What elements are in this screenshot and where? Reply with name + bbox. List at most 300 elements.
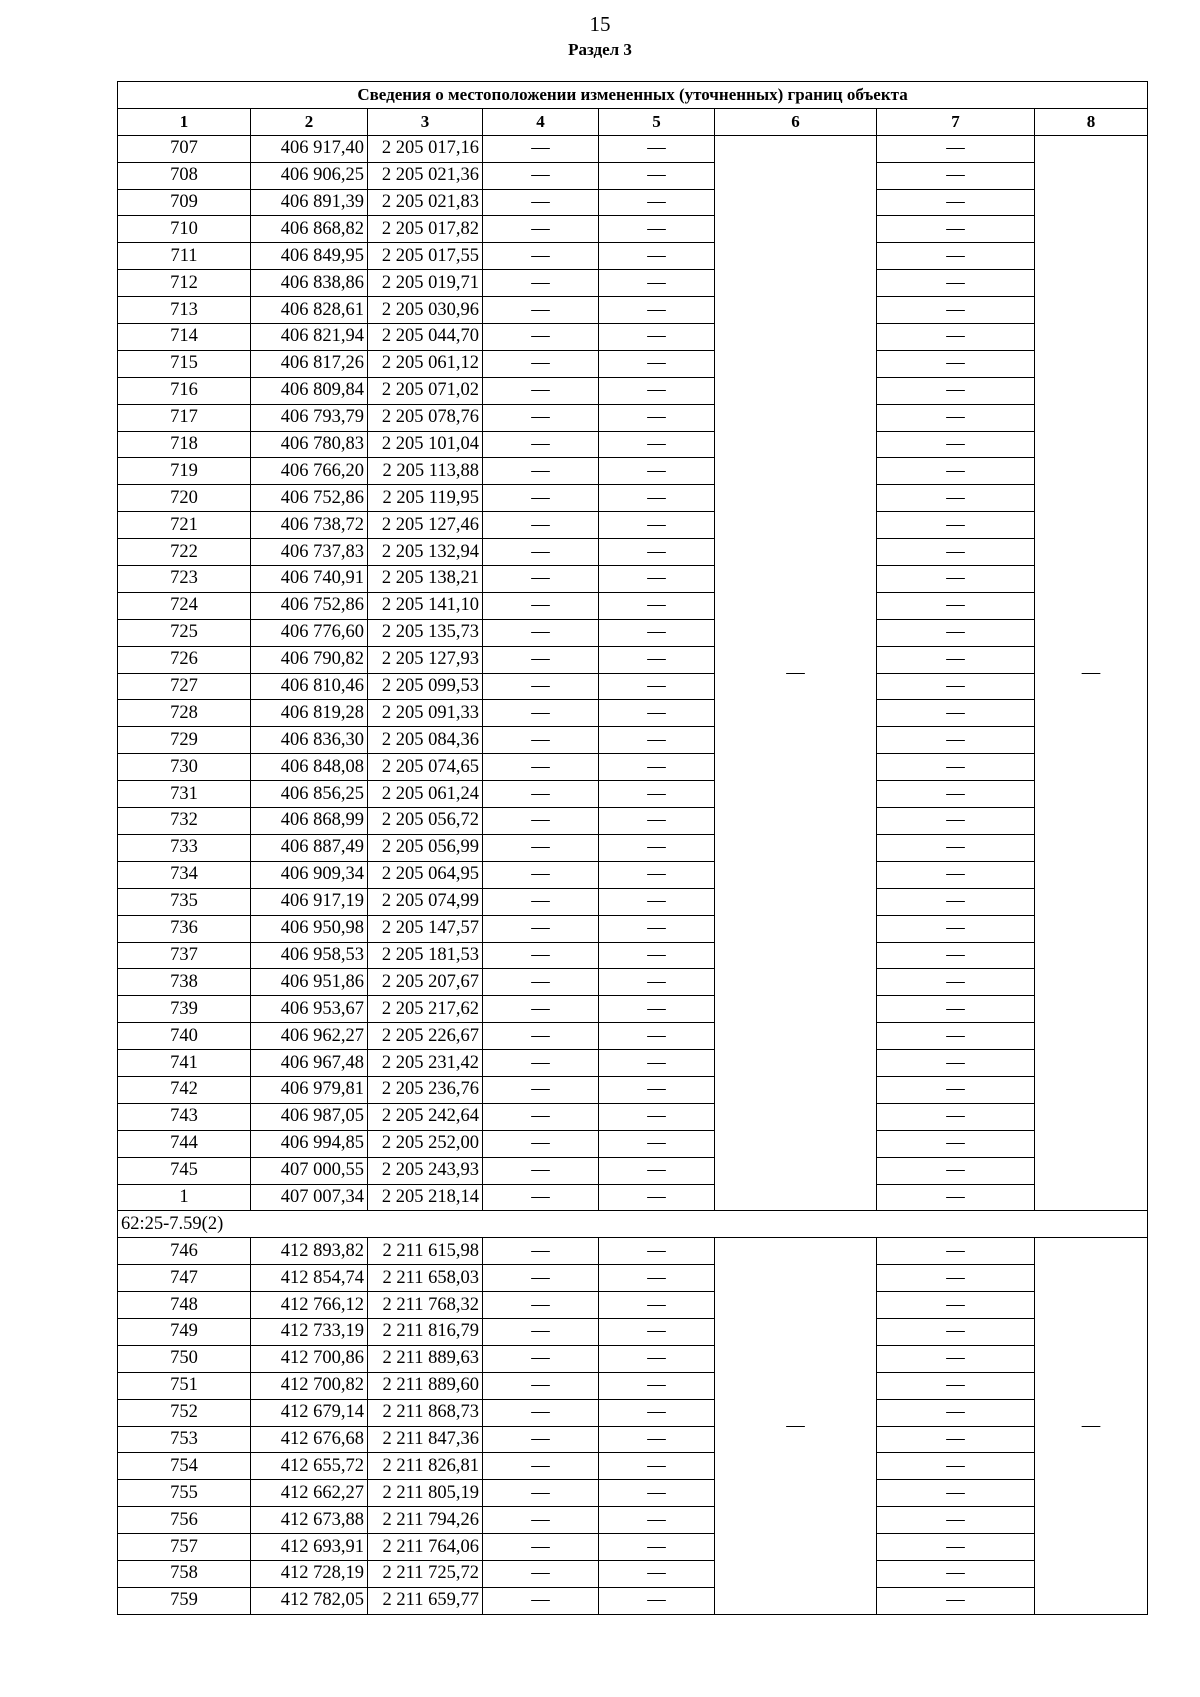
coord-y-cell: 2 205 064,95 [368,861,483,888]
table-row [118,431,1148,458]
dash-mark: — [531,1267,550,1288]
dash-mark: — [647,245,666,266]
dash-mark: — [946,1428,965,1449]
coord-x-cell: 406 793,79 [251,404,368,431]
coord-x-cell: 406 987,05 [251,1103,368,1130]
dash-mark: — [647,1482,666,1503]
table-row [118,1372,1148,1399]
dash-mark: — [647,1294,666,1315]
dash-mark: — [647,1106,666,1127]
dash-mark: — [946,272,965,293]
col5-cell [599,1480,715,1507]
col4-cell [483,350,599,377]
coord-x-cell: 412 676,68 [251,1426,368,1453]
coord-y-cell: 2 205 101,04 [368,431,483,458]
dash-mark: — [531,1025,550,1046]
coord-y-cell: 2 211 816,79 [368,1318,483,1345]
dash-mark: — [531,407,550,428]
dash-mark: — [647,407,666,428]
dash-mark: — [647,487,666,508]
table-row [118,1184,1148,1211]
point-number-cell: 710 [118,216,251,243]
table-row [118,1050,1148,1077]
col7-cell [877,1426,1035,1453]
dash-mark: — [647,1402,666,1423]
col7-cell [877,1050,1035,1077]
col4-cell [483,135,599,162]
coord-x-cell: 406 962,27 [251,1023,368,1050]
coord-x-cell: 412 766,12 [251,1292,368,1319]
point-number-cell: 749 [118,1318,251,1345]
coord-x-cell: 406 979,81 [251,1076,368,1103]
col7-cell [877,754,1035,781]
col7-cell [877,646,1035,673]
dash-mark: — [531,1348,550,1369]
table-row [118,942,1148,969]
dash-mark: — [531,1106,550,1127]
col8-merged-cell [1035,1238,1148,1614]
dash-mark: — [531,1455,550,1476]
dash-mark: — [531,1509,550,1530]
col7-cell [877,431,1035,458]
coord-y-cell: 2 205 061,12 [368,350,483,377]
table-row [118,1587,1148,1614]
table-row [118,377,1148,404]
coord-y-cell: 2 205 217,62 [368,996,483,1023]
coord-y-cell: 2 205 056,72 [368,808,483,835]
col5-cell [599,539,715,566]
coord-x-cell: 406 868,99 [251,808,368,835]
col7-cell [877,1265,1035,1292]
col4-cell [483,512,599,539]
dash-mark: — [531,353,550,374]
coord-x-cell: 406 909,34 [251,861,368,888]
coord-x-cell: 406 737,83 [251,539,368,566]
coord-x-cell: 412 662,27 [251,1480,368,1507]
col5-cell [599,270,715,297]
point-number-cell: 722 [118,539,251,566]
col7-cell [877,162,1035,189]
col6-merged-cell [715,135,877,1211]
column-header: 2 [251,108,368,135]
col7-cell [877,861,1035,888]
table-row [118,781,1148,808]
dash-mark: — [946,1455,965,1476]
point-number-cell: 738 [118,969,251,996]
dash-mark: — [647,1186,666,1207]
coord-y-cell: 2 211 658,03 [368,1265,483,1292]
dash-mark: — [531,299,550,320]
dash-mark: — [531,1590,550,1611]
dash-mark: — [531,1052,550,1073]
col4-cell [483,1507,599,1534]
coord-y-cell: 2 205 218,14 [368,1184,483,1211]
coord-y-cell: 2 205 074,65 [368,754,483,781]
col7-cell [877,781,1035,808]
table-row [118,700,1148,727]
table-row [118,1265,1148,1292]
coord-y-cell: 2 205 147,57 [368,915,483,942]
point-number-cell: 707 [118,135,251,162]
dash-mark: — [647,676,666,697]
coord-x-cell: 406 819,28 [251,700,368,727]
dash-mark: — [531,1482,550,1503]
coord-y-cell: 2 205 132,94 [368,539,483,566]
dash-mark: — [647,1321,666,1342]
dash-mark: — [946,1536,965,1557]
col5-cell [599,404,715,431]
dash-mark: — [647,918,666,939]
table-row [118,324,1148,351]
col5-cell [599,1023,715,1050]
col5-cell [599,162,715,189]
dash-mark: — [946,702,965,723]
dash-mark: — [531,568,550,589]
coord-y-cell: 2 205 135,73 [368,619,483,646]
col7-cell [877,834,1035,861]
dash-mark: — [531,326,550,347]
col4-cell [483,539,599,566]
col4-cell [483,888,599,915]
point-number-cell: 730 [118,754,251,781]
coord-x-cell: 406 752,86 [251,592,368,619]
col7-cell [877,1103,1035,1130]
col4-cell [483,996,599,1023]
point-number-cell: 741 [118,1050,251,1077]
col7-cell [877,243,1035,270]
col4-cell [483,754,599,781]
coord-x-cell: 406 849,95 [251,243,368,270]
dash-mark: — [647,1052,666,1073]
col5-cell [599,189,715,216]
coord-x-cell: 406 766,20 [251,458,368,485]
dash-mark: — [946,891,965,912]
col4-cell [483,1345,599,1372]
col7-cell [877,512,1035,539]
dash-mark: — [946,407,965,428]
coord-x-cell: 407 000,55 [251,1157,368,1184]
dash-mark: — [946,1052,965,1073]
dash-mark: — [531,676,550,697]
dash-mark: — [531,891,550,912]
col4-cell [483,861,599,888]
dash-mark: — [647,1133,666,1154]
col7-cell [877,1076,1035,1103]
coord-x-cell: 406 917,40 [251,135,368,162]
dash-mark: — [531,649,550,670]
coord-x-cell: 406 994,85 [251,1130,368,1157]
dash-mark: — [531,864,550,885]
dash-mark: — [647,649,666,670]
dash-mark: — [531,837,550,858]
col4-cell [483,1453,599,1480]
dash-mark: — [946,676,965,697]
dash-mark: — [647,165,666,186]
dash-mark: — [946,165,965,186]
point-number-cell: 743 [118,1103,251,1130]
col7-cell [877,1292,1035,1319]
column-header: 6 [715,108,877,135]
dash-mark: — [647,837,666,858]
col5-cell [599,350,715,377]
column-header-row [118,108,1148,135]
col5-cell [599,1050,715,1077]
col4-cell [483,485,599,512]
coord-x-cell: 412 700,86 [251,1345,368,1372]
point-number-cell: 720 [118,485,251,512]
dash-mark: — [647,1455,666,1476]
dash-mark: — [647,702,666,723]
dash-mark: — [647,971,666,992]
dash-mark: — [647,541,666,562]
dash-mark: — [946,649,965,670]
col7-cell [877,324,1035,351]
table-row [118,996,1148,1023]
col5-cell [599,619,715,646]
coord-y-cell: 2 205 181,53 [368,942,483,969]
dash-mark: — [946,864,965,885]
dash-mark: — [647,1428,666,1449]
col4-cell [483,404,599,431]
col4-cell [483,1076,599,1103]
point-number-cell: 718 [118,431,251,458]
coord-y-cell: 2 205 099,53 [368,673,483,700]
dash-mark: — [531,272,550,293]
table-row [118,1560,1148,1587]
table-row [118,1453,1148,1480]
table-row [118,861,1148,888]
col5-cell [599,1292,715,1319]
col4-cell [483,700,599,727]
dash-mark: — [946,1590,965,1611]
dash-mark: — [647,272,666,293]
point-number-cell: 713 [118,297,251,324]
point-number-cell: 735 [118,888,251,915]
table-row [118,754,1148,781]
table-row [118,539,1148,566]
coord-x-cell: 406 828,61 [251,297,368,324]
coord-x-cell: 406 740,91 [251,566,368,593]
col5-cell [599,754,715,781]
col7-cell [877,996,1035,1023]
col7-cell [877,1184,1035,1211]
coord-y-cell: 2 205 056,99 [368,834,483,861]
col4-cell [483,297,599,324]
table-row [118,1076,1148,1103]
dash-mark: — [531,541,550,562]
point-number-cell: 758 [118,1560,251,1587]
coord-y-cell: 2 205 061,24 [368,781,483,808]
dash-mark: — [647,783,666,804]
col4-cell [483,566,599,593]
col5-cell [599,135,715,162]
col7-cell [877,1023,1035,1050]
coord-y-cell: 2 205 017,55 [368,243,483,270]
col4-cell [483,1399,599,1426]
dash-mark: — [946,1321,965,1342]
table-row [118,1292,1148,1319]
dash-mark: — [647,434,666,455]
dash-mark: — [946,192,965,212]
col5-cell [599,512,715,539]
col4-cell [483,216,599,243]
col7-cell [877,1534,1035,1561]
col5-cell [599,727,715,754]
coord-y-cell: 2 205 141,10 [368,592,483,619]
col7-cell [877,915,1035,942]
point-number-cell: 731 [118,781,251,808]
coord-y-cell: 2 205 243,93 [368,1157,483,1184]
point-number-cell: 727 [118,673,251,700]
point-number-cell: 757 [118,1534,251,1561]
point-number-cell: 726 [118,646,251,673]
dash-mark: — [946,998,965,1019]
col5-cell [599,1453,715,1480]
coord-x-cell: 412 673,88 [251,1507,368,1534]
coord-y-cell: 2 211 889,60 [368,1372,483,1399]
coord-y-cell: 2 205 242,64 [368,1103,483,1130]
dash-mark: — [647,138,666,159]
dash-mark: — [946,299,965,320]
table-row [118,512,1148,539]
dash-mark: — [946,1186,965,1207]
column-header: 5 [599,108,715,135]
table-row [118,673,1148,700]
dash-mark: — [531,1079,550,1100]
coord-x-cell: 406 917,19 [251,888,368,915]
coord-y-cell: 2 205 207,67 [368,969,483,996]
col7-cell [877,808,1035,835]
column-header: 3 [368,108,483,135]
dash-mark: — [946,380,965,401]
point-number-cell: 753 [118,1426,251,1453]
dash-mark: — [647,595,666,616]
col7-cell [877,1157,1035,1184]
coord-x-cell: 406 887,49 [251,834,368,861]
dash-mark: — [531,460,550,481]
col4-cell [483,1426,599,1453]
coord-x-cell: 406 848,08 [251,754,368,781]
section-title: Раздел 3 [568,40,632,59]
point-number-cell: 734 [118,861,251,888]
col5-cell [599,1372,715,1399]
col7-cell [877,727,1035,754]
dash-mark: — [647,998,666,1019]
point-number-cell: 759 [118,1587,251,1614]
table-row [118,1534,1148,1561]
dash-mark: — [647,810,666,831]
col4-cell [483,619,599,646]
coord-x-cell: 406 856,25 [251,781,368,808]
dash-mark: — [946,1240,965,1261]
dash-mark: — [946,1348,965,1369]
dash-mark: — [946,541,965,562]
table-row [118,135,1148,162]
col7-cell [877,969,1035,996]
table-row [118,915,1148,942]
dash-mark: — [647,326,666,347]
col4-cell [483,646,599,673]
table-row [118,566,1148,593]
col5-cell [599,1265,715,1292]
coord-x-cell: 406 958,53 [251,942,368,969]
col7-cell [877,888,1035,915]
col5-cell [599,1157,715,1184]
coord-x-cell: 412 893,82 [251,1238,368,1265]
col5-cell [599,1560,715,1587]
coord-x-cell: 412 733,19 [251,1318,368,1345]
point-number-cell: 728 [118,700,251,727]
coord-y-cell: 2 211 794,26 [368,1507,483,1534]
table-row [118,1507,1148,1534]
table-row [118,297,1148,324]
dash-mark: — [946,1294,965,1315]
col5-cell [599,861,715,888]
coord-x-cell: 406 752,86 [251,485,368,512]
col5-cell [599,996,715,1023]
col4-cell [483,969,599,996]
coord-y-cell: 2 205 074,99 [368,888,483,915]
dash-mark: — [946,1267,965,1288]
dash-mark: — [647,622,666,643]
dash-mark: — [647,299,666,320]
dash-mark: — [531,1240,550,1261]
col5-cell [599,1103,715,1130]
coord-y-cell: 2 205 044,70 [368,324,483,351]
coord-x-cell: 406 821,94 [251,324,368,351]
col7-cell [877,619,1035,646]
coord-x-cell: 406 953,67 [251,996,368,1023]
col7-cell [877,942,1035,969]
dash-mark: — [647,1509,666,1530]
col7-cell [877,485,1035,512]
col7-cell [877,189,1035,216]
coord-y-cell: 2 205 021,36 [368,162,483,189]
dash-mark: — [786,1415,805,1436]
col5-cell [599,297,715,324]
col5-cell [599,1345,715,1372]
col7-cell [877,1507,1035,1534]
coord-x-cell: 406 868,82 [251,216,368,243]
column-header: 4 [483,108,599,135]
col7-cell [877,135,1035,162]
col5-cell [599,1130,715,1157]
point-number-cell: 736 [118,915,251,942]
dash-mark: — [531,1294,550,1315]
col4-cell [483,458,599,485]
coord-y-cell: 2 205 127,46 [368,512,483,539]
dash-mark: — [946,1563,965,1584]
dash-mark: — [647,1563,666,1584]
coord-x-cell: 407 007,34 [251,1184,368,1211]
page-number: 15 [589,12,611,36]
coord-y-cell: 2 205 091,33 [368,700,483,727]
table-row [118,485,1148,512]
dash-mark: — [531,783,550,804]
column-header: 1 [118,108,251,135]
coord-y-cell: 2 205 030,96 [368,297,483,324]
col4-cell [483,1103,599,1130]
col7-cell [877,539,1035,566]
point-number-cell: 752 [118,1399,251,1426]
table-row [118,1238,1148,1265]
dash-mark: — [647,756,666,777]
col5-cell [599,592,715,619]
coord-x-cell: 406 951,86 [251,969,368,996]
dash-mark: — [531,1160,550,1181]
point-number-cell: 712 [118,270,251,297]
dash-mark: — [946,218,965,239]
